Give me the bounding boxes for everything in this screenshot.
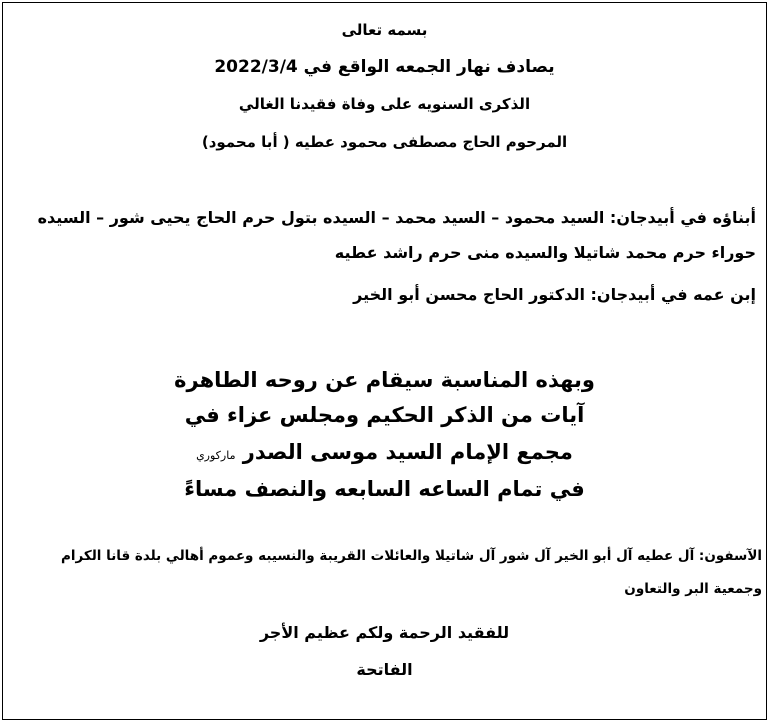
announcement-line-4: في تمام الساعه السابعه والنصف مساءً xyxy=(184,477,585,501)
announcement-line-3 xyxy=(3,440,766,464)
sons-line-1: أبناؤه في أبيدجان: السيد محمود – السيد محمد – السيده بتول حرم الحاج يحيى شور – السيده xyxy=(37,208,756,227)
mourners-line-1: الآسفون: آل عطيه آل أبو الخير آل شور آل شاتيلا والعائلات القريبة والنسيبه وعموم أهالي بلدة قانا الكرام xyxy=(60,548,762,564)
sons-line-2: حوراء حرم محمد شاتيلا والسيده منى حرم راشد عطيه xyxy=(334,243,756,262)
deceased-name: المرحوم الحاج مصطفى محمود عطيه ( أبا محمود) xyxy=(201,133,568,151)
announcement-line-2: آيات من الذكر الحكيم ومجلس عزاء في xyxy=(184,403,585,427)
basmala: بسمه تعالى xyxy=(341,21,428,39)
fatiha-line: الفاتحة xyxy=(356,660,413,679)
mourners-line-2: وجمعية البر والتعاون xyxy=(624,581,762,597)
condolence-line: للفقيد الرحمة ولكم عظيم الأجر xyxy=(259,623,510,642)
obituary-notice xyxy=(2,2,767,720)
announcement-line-1: وبهذه المناسبة سيقام عن روحه الطاهرة xyxy=(174,368,595,392)
cousin-line: إبن عمه في أبيدجان: الدكتور الحاج محسن أبو الخير xyxy=(353,285,756,304)
venue-note: ماركوري xyxy=(196,449,236,462)
occasion-line: الذكرى السنويه على وفاة فقيدنا الغالي xyxy=(238,95,531,113)
venue-name: مجمع الإمام السيد موسى الصدر xyxy=(242,440,573,464)
date-line: يصادف نهار الجمعه الواقع في 2022/3/4 xyxy=(214,57,555,77)
